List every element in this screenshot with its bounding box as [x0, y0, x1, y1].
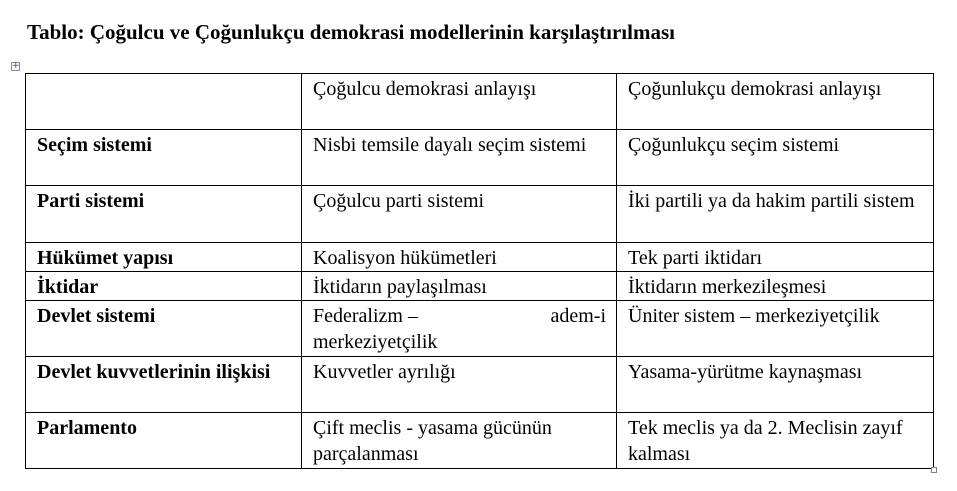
row-label: Devlet sistemi — [26, 301, 302, 357]
header-empty-cell — [26, 74, 302, 130]
header-pluralist: Çoğulcu demokrasi anlayışı — [302, 74, 617, 130]
pluralist-cell: İktidarın paylaşılması — [302, 272, 617, 301]
row-label: Devlet kuvvetlerinin ilişkisi — [26, 357, 302, 413]
row-label: Parlamento — [26, 413, 302, 469]
header-majoritarian: Çoğunlukçu demokrasi anlayışı — [617, 74, 934, 130]
row-label: Hükümet yapısı — [26, 243, 302, 272]
table-row — [26, 272, 934, 301]
pluralist-cell: Nisbi temsile dayalı seçim sistemi — [302, 130, 617, 186]
majoritarian-cell: Tek parti iktidarı — [617, 243, 934, 272]
majoritarian-cell: İki partili ya da hakim partili sistem — [617, 186, 934, 243]
majoritarian-cell: İktidarın merkezileşmesi — [617, 272, 934, 301]
justified-line — [313, 303, 610, 329]
majoritarian-cell: Yasama-yürütme kaynaşması — [617, 357, 934, 413]
pluralist-cell: Çift meclis - yasama gücünün parçalanması — [302, 413, 617, 469]
table-row — [26, 243, 934, 272]
table-row — [26, 186, 934, 243]
table-row — [26, 413, 934, 469]
pluralist-cell: Kuvvetler ayrılığı — [302, 357, 617, 413]
cell-text: merkeziyetçilik — [313, 331, 438, 353]
table-row — [26, 130, 934, 186]
cell-text: Federalizm – — [313, 305, 418, 327]
row-label: Parti sistemi — [26, 186, 302, 243]
pluralist-cell: Çoğulcu parti sistemi — [302, 186, 617, 243]
pluralist-cell: Koalisyon hükümetleri — [302, 243, 617, 272]
table-move-handle-icon[interactable]: + — [12, 61, 20, 71]
table-row — [26, 357, 934, 413]
cell-text: adem-i — [550, 305, 606, 327]
pluralist-cell — [302, 301, 617, 357]
table-row — [26, 301, 934, 357]
table-caption: Tablo: Çoğulcu ve Çoğunlukçu demokrasi modellerinin karşılaştırılması — [27, 20, 675, 44]
table-header-row — [26, 74, 934, 130]
majoritarian-cell: Tek meclis ya da 2. Meclisin zayıf kalması — [617, 413, 934, 469]
row-label: Seçim sistemi — [26, 130, 302, 186]
majoritarian-cell: Çoğunlukçu seçim sistemi — [617, 130, 934, 186]
majoritarian-cell: Üniter sistem – merkeziyetçilik — [617, 301, 934, 357]
row-label: İktidar — [26, 272, 302, 301]
comparison-table — [25, 73, 934, 469]
table-resize-handle[interactable] — [931, 467, 937, 473]
